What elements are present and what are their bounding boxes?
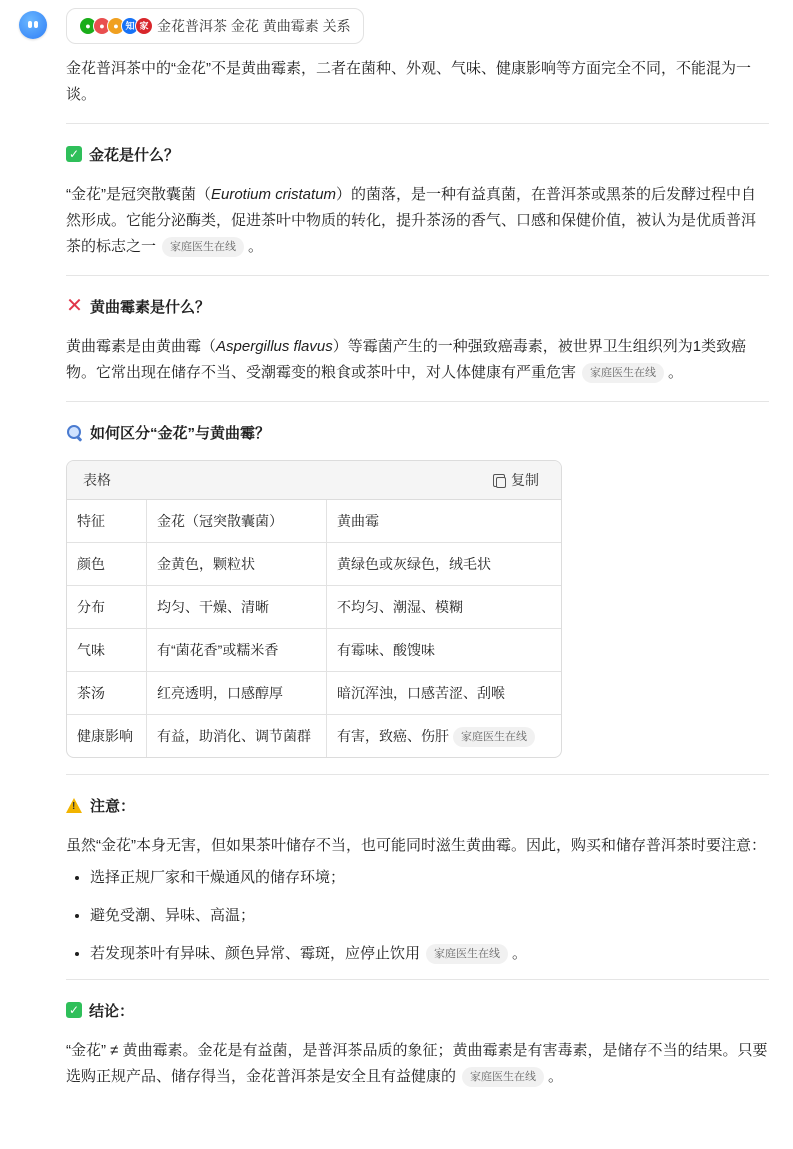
list-item-text: 若发现茶叶有异味、颜色异常、霉斑，应停止饮用 — [90, 945, 421, 962]
comparison-table-card — [66, 460, 562, 758]
table-cell-text: 有害，致癌、伤肝 — [337, 727, 449, 744]
table-cell — [327, 672, 562, 715]
table-cell-text: 不均匀、潮湿、模糊 — [337, 599, 463, 615]
table-cell-text: 红亮透明，口感醇厚 — [157, 685, 283, 701]
table-row — [67, 500, 561, 543]
cross-icon: ✕ — [66, 295, 83, 317]
table-cell — [147, 586, 327, 629]
divider — [66, 123, 769, 124]
table-cell — [147, 629, 327, 672]
para-end: 。 — [248, 238, 264, 255]
jinhua-paragraph — [66, 182, 769, 260]
warning-icon: ! — [66, 798, 82, 813]
para-text: ）的菌落，是一种有益真菌，在普洱茶或黑茶的后发酵过程中自然形成。它能分泌酶类，促进茶叶中物质的转化，提升茶汤的香气、口感和保健价值，被认为是优质普洱茶的标志之一 — [66, 186, 757, 255]
table-cell-text: 黄曲霉 — [337, 513, 379, 529]
copy-label: 复制 — [511, 472, 539, 488]
table-cell — [67, 543, 147, 586]
divider — [66, 401, 769, 402]
para-text: “金花” ≠ 黄曲霉素。金花是有益菌，是普洱茶品质的象征；黄曲霉素是有害毒素，是储存不当的结果。只要选购正规产品、储存得当，金花普洱茶是安全且有益健康的 — [66, 1042, 768, 1085]
table-cell-text: 健康影响 — [77, 728, 133, 744]
source-icon-2: ● — [93, 17, 111, 35]
table-cell — [327, 715, 562, 758]
list-item — [90, 903, 769, 929]
section-title-text: 黄曲霉素是什么？ — [90, 298, 211, 316]
para-text: 黄曲霉素是由黄曲霉（ — [66, 338, 217, 355]
section-title-conclusion — [66, 997, 769, 1023]
list-item-text: 选择正规厂家和干燥通风的储存环境； — [90, 869, 346, 886]
citation-chip[interactable]: 家庭医生在线 — [162, 237, 244, 257]
table-cell — [67, 672, 147, 715]
table-cell-text: 金花（冠突散囊菌） — [157, 513, 283, 529]
table-row — [67, 543, 561, 586]
list-item — [90, 941, 769, 967]
citation-chip[interactable]: 家庭医生在线 — [462, 1067, 544, 1087]
table-cell-text: 金黄色，颗粒状 — [157, 556, 255, 572]
table-cell — [67, 500, 147, 543]
table-cell — [327, 586, 562, 629]
table-cell — [327, 500, 562, 543]
table-cell-text: 分布 — [77, 599, 105, 615]
citation-chip[interactable]: 家庭医生在线 — [426, 944, 508, 964]
table-cell-text: 有“菌花香”或糯米香 — [157, 642, 279, 658]
divider — [66, 774, 769, 775]
note-paragraph: 虽然“金花”本身无害，但如果茶叶储存不当，也可能同时滋生黄曲霉。因此，购买和储存普洱茶时要注意： — [66, 837, 766, 854]
comparison-table — [67, 500, 561, 757]
para-text: “金花”是冠突散囊菌（ — [66, 186, 211, 203]
wechat-source-icon: ● — [79, 17, 97, 35]
source-icon-3: ● — [107, 17, 125, 35]
table-cell — [67, 586, 147, 629]
table-cell — [147, 543, 327, 586]
divider — [66, 979, 769, 980]
latin-name: Aspergillus flavus — [216, 338, 333, 355]
source-icons — [79, 17, 149, 35]
table-cell-text: 均匀、干燥、清晰 — [157, 599, 269, 615]
aflatoxin-paragraph — [66, 334, 769, 386]
check-icon: ✓ — [66, 146, 82, 162]
section-title-text: 如何区分“金花”与黄曲霉？ — [90, 424, 271, 442]
para-end: 。 — [668, 364, 684, 381]
section-title-text: 结论： — [89, 1002, 135, 1020]
table-cell-text: 特征 — [77, 513, 105, 529]
section-title-note — [66, 792, 769, 818]
table-cell — [147, 500, 327, 543]
table-cell-text: 颜色 — [77, 556, 105, 572]
section-title-text: 金花是什么？ — [89, 146, 180, 164]
check-icon: ✓ — [66, 1002, 82, 1018]
para-end: 。 — [512, 945, 528, 962]
table-cell — [67, 629, 147, 672]
section-title-text: 注意： — [90, 797, 136, 815]
search-query-text: 金花普洱茶 金花 黄曲霉素 关系 — [157, 18, 351, 34]
section-title-what-jinhua — [66, 141, 769, 167]
table-cell-text: 暗沉浑浊，口感苦涩、刮喉 — [337, 685, 505, 701]
table-row — [67, 715, 561, 758]
assistant-avatar — [19, 11, 47, 39]
table-cell-text: 有益，助消化、调节菌群 — [157, 728, 311, 744]
table-cell-text: 黄绿色或灰绿色，绒毛状 — [337, 556, 491, 572]
source-icon-5: 家 — [135, 17, 153, 35]
answer-content — [66, 56, 769, 1090]
citation-chip[interactable]: 家庭医生在线 — [582, 363, 664, 383]
table-cell-text: 气味 — [77, 642, 105, 658]
table-row — [67, 586, 561, 629]
table-cell-text: 有霉味、酸馊味 — [337, 642, 435, 658]
magnifier-icon — [66, 424, 83, 441]
section-title-what-aflatoxin — [66, 293, 769, 319]
list-item-text: 避免受潮、异味、高温； — [90, 907, 256, 924]
note-bullet-list — [66, 865, 769, 967]
table-cell-text: 茶汤 — [77, 685, 105, 701]
conclusion-paragraph — [66, 1038, 769, 1090]
avatar-eye-left — [28, 21, 32, 28]
section-title-distinguish — [66, 419, 769, 445]
table-header-bar — [67, 461, 561, 500]
citation-chip[interactable]: 家庭医生在线 — [453, 727, 535, 747]
copy-table-button[interactable] — [493, 470, 539, 490]
table-row — [67, 629, 561, 672]
table-label: 表格 — [83, 472, 111, 488]
latin-name: Eurotium cristatum — [211, 186, 337, 203]
intro-paragraph: 金花普洱茶中的“金花”不是黄曲霉素，二者在菌种、外观、气味、健康影响等方面完全不同，不能混为一谈。 — [66, 60, 751, 103]
table-cell — [147, 672, 327, 715]
list-item — [90, 865, 769, 891]
avatar-eye-right — [34, 21, 38, 28]
zhihu-source-icon: 知 — [121, 17, 139, 35]
table-cell — [67, 715, 147, 758]
copy-icon — [493, 474, 505, 487]
table-cell — [327, 543, 562, 586]
table-row — [67, 672, 561, 715]
table-cell — [147, 715, 327, 758]
para-text: ）等霉菌产生的一种强致癌毒素，被世界卫生组织列为1类致癌物。它常出现在储存不当、受潮霉变的粮食或茶叶中，对人体健康有严重危害 — [66, 338, 747, 381]
table-cell — [327, 629, 562, 672]
search-query-pill[interactable] — [66, 8, 364, 44]
para-end: 。 — [548, 1068, 564, 1085]
divider — [66, 275, 769, 276]
